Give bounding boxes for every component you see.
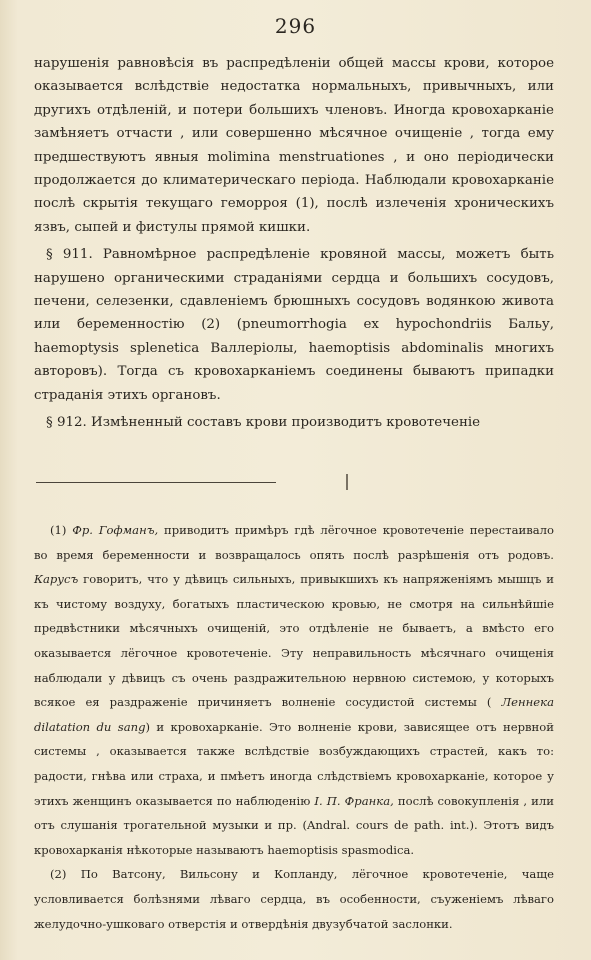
main-text — [34, 52, 554, 435]
footnotes — [34, 518, 554, 936]
footnote-1-text-a: приводитъ примѣръ гдѣ лёгочное кровотеченіе перестаивало во время беременности и возвращалось опять послѣ разрѣшенія отъ родовъ. — [34, 523, 554, 562]
paragraph-912: § 912. Измѣненный составъ крови производитъ кровотеченіе — [46, 415, 481, 431]
footnote-1-text-c: ) и кровохарканіе. Это волненіе крови, зависящее отъ нервной системы , оказывается также вслѣдствіе возбуждающихъ страстей, какъ то: радости, гнѣва или страха, и пмѣетъ иногда слѣдствіемъ кровохарканіе, которое у этихъ женщинъ оказывается по наблюденію — [34, 719, 554, 808]
author-frank: І. П. Франка, — [314, 793, 394, 808]
footnote-divider — [36, 482, 276, 483]
author-laennec: Леннека dilatation du sang — [34, 695, 554, 734]
page-number: 296 — [274, 14, 317, 38]
footnote-1-mark: (1) — [50, 523, 67, 537]
footnote-1-text-b: говоритъ, что у дѣвицъ сильныхъ, привыкшихъ къ напряженіямъ мышцъ и къ чистому воздуху, богатыхъ пластическою кровью, не смотря на сильнѣйшіе предвѣстники мѣсячныхъ очищеній, это отдѣленіе не бываетъ, а вмѣсто его оказывается лёгочное кровотеченіе. Эту неправильность мѣсячнаго очищенія наблюдали у дѣвицъ съ очень раздражительною нервною системою, у которыхъ всякое ея раздраженіе причиняетъ волненіе сосудистой системы ( — [34, 572, 554, 710]
footnote-1-text-d: послѣ совокупленія , или отъ слушанія трогательной музыки и пр. (Andral. cours de path. int.). Этотъ видъ кровохарканія нѣкоторые называютъ haemoptisis spasmodica. — [34, 793, 554, 857]
author-hoffmann: Фр. Гофманъ, — [72, 523, 159, 537]
footnote-1 — [34, 518, 554, 862]
author-carus: Карусъ — [34, 572, 79, 587]
footnote-2: (2) По Ватсону, Вильсону и Копланду, лёгочное кровотеченіе, чаще условливается болѣзнями лѣваго сердца, въ особенности, съуженіемъ лѣваго желудочно-ушковаго отверстія и отвердѣнія двузубчатой заслонки. — [34, 867, 554, 931]
show-through-mark — [346, 474, 348, 490]
paragraph-911: § 911. Равномѣрное распредѣленіе кровяной массы, можетъ быть нарушено органическими страданіями сердца и большихъ сосудовъ, печени, селезенки, сдавленіемъ брюшныхъ сосудовъ водянкою живота или беременностію (2) (pneumorrhogia ex hypochondriis Бальу, haemoptysis splenetica Валлеріолы, haemoptisis abdominalis многихъ авторовъ). Тогда съ кровохарканіемъ соединены бываютъ припадки страданія этихъ органовъ. — [34, 247, 554, 403]
paragraph-1: нарушенія равновѣсія въ распредѣленіи общей массы крови, которое оказывается вслѣдствіе недостатка нормальныхъ, привычныхъ, или другихъ отдѣленій, и потери большихъ членовъ. Иногда кровохарканіе замѣняетъ отчасти , или совершенно мѣсячное очищеніе , тогда ему предшествуютъ явныя molimina menstruationes , и оно періодически продолжается до климатерическаго періода. Наблюдали кровохарканіе послѣ скрытія текущаго геморроя (1), послѣ излеченія хроническихъ язвъ, сыпей и фистулы прямой кишки. — [34, 56, 554, 235]
